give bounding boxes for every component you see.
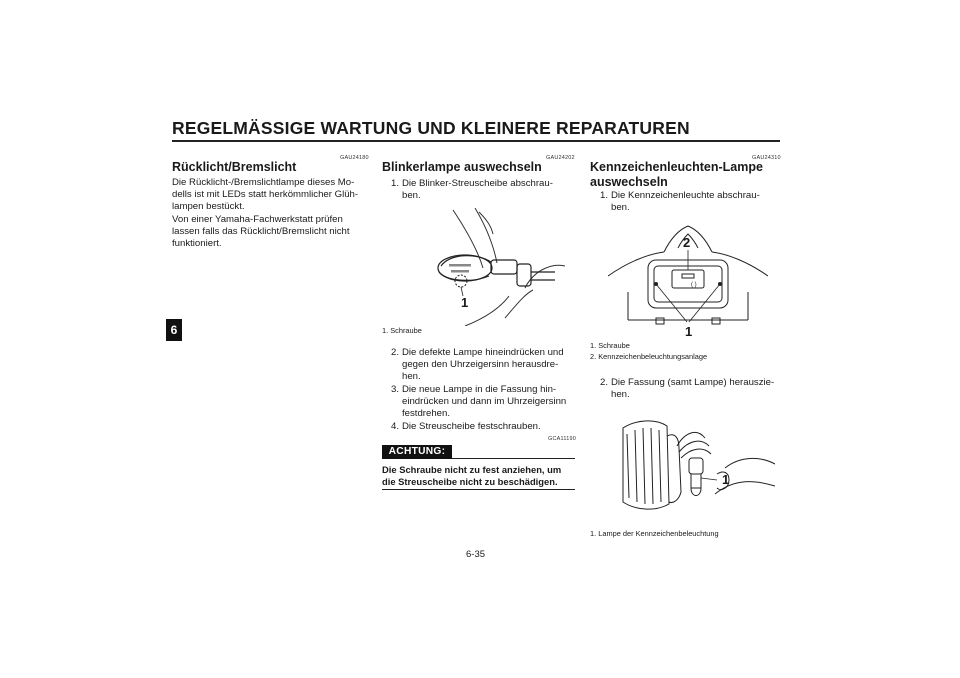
step-line: Die Fassung (samt Lampe) herauszie- <box>611 377 775 388</box>
caution-label: ACHTUNG: <box>382 445 452 459</box>
svg-text:( ): ( ) <box>691 282 697 288</box>
step-line: eindrücken und dann im Uhrzeigersinn <box>402 396 567 408</box>
step-line: ben. <box>402 190 421 202</box>
caution-bottom-rule <box>382 489 575 490</box>
lamp-socket-illustration <box>605 408 775 524</box>
figure-caption: 1. Schraube <box>382 326 422 335</box>
turn-signal-figure <box>405 208 565 326</box>
section-body <box>172 177 358 250</box>
figure-caption: 1. Lampe der Kennzeichenbeleuchtung <box>590 529 719 538</box>
turn-signal-illustration <box>405 208 565 326</box>
body-line: lampen bestückt. <box>172 201 245 213</box>
caution-rule <box>452 458 575 459</box>
caution-line: die Streuscheibe nicht zu beschädigen. <box>382 476 558 488</box>
figure-caption: 1. Schraube <box>590 341 630 350</box>
step-number: 2. <box>391 347 400 358</box>
step-number: 3. <box>391 384 400 395</box>
section-title <box>590 160 763 190</box>
page-number: 6-35 <box>466 549 486 560</box>
figure-callout: 1 <box>685 324 693 339</box>
step-number: 1. <box>600 190 609 201</box>
figure-callout: 2 <box>683 235 691 250</box>
body-line: funktioniert. <box>172 238 222 250</box>
step-line: hen. <box>611 389 630 401</box>
step-line: ben. <box>611 202 630 214</box>
caution-text <box>382 464 561 488</box>
section-code: GAU24310 <box>752 155 781 161</box>
step-number: 2. <box>600 377 609 388</box>
section-title: Rücklicht/Bremslicht <box>172 160 297 174</box>
step-number: 1. <box>391 178 400 189</box>
step-number: 4. <box>391 421 400 432</box>
figure-callout: 1 <box>461 295 469 310</box>
body-line: Von einer Yamaha-Fachwerkstatt prüfen <box>172 213 343 225</box>
page-title: REGELMÄSSIGE WARTUNG UND KLEINERE REPARATUREN <box>172 118 690 138</box>
step-line: gegen den Uhrzeigersinn herausdre- <box>402 359 559 371</box>
header-rule <box>172 140 780 142</box>
step-line: Die neue Lampe in die Fassung hin- <box>402 384 557 395</box>
section-title: Blinkerlampe auswechseln <box>382 160 542 174</box>
figure-caption: 2. Kennzeichenbeleuchtungsanlage <box>590 352 708 361</box>
section-code: GAU24180 <box>340 155 369 161</box>
caution-line: Die Schraube nicht zu fest anziehen, um <box>382 464 562 475</box>
lamp-socket-figure <box>605 408 775 524</box>
body-line: dells ist mit LEDs statt herkömmlicher Glüh- <box>172 189 359 201</box>
title-line: Kennzeichenleuchten-Lampe <box>590 160 763 174</box>
section-code: GAU24202 <box>546 155 575 161</box>
caution-code: GCA11190 <box>548 436 576 442</box>
step-line: Die defekte Lampe hineindrücken und <box>402 347 564 358</box>
step-line: hen. <box>402 371 421 383</box>
body-line: Die Rücklicht-/Bremslichtlampe dieses Mo- <box>172 177 355 188</box>
body-line: lassen falls das Rücklicht/Bremslicht nicht <box>172 225 350 237</box>
figure-callout: 1 <box>722 472 730 487</box>
chapter-tab[interactable]: 6 <box>166 319 182 341</box>
title-line: auswechseln <box>590 175 668 189</box>
step-line: Die Streuscheibe festschrauben. <box>402 421 541 432</box>
step-line: Die Kennzeichenleuchte abschrau- <box>611 190 760 201</box>
step-line: festdrehen. <box>402 408 451 420</box>
step-line: Die Blinker-Streuscheibe abschrau- <box>402 178 553 189</box>
